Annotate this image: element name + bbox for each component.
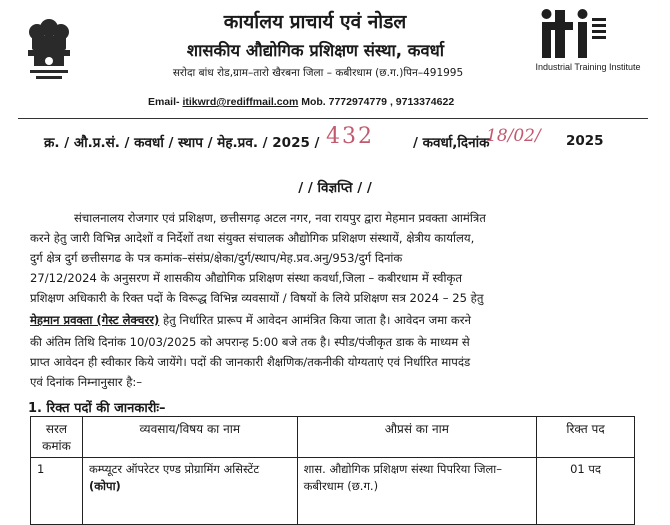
- body-line-1: संचालनालय रोजगार एवं प्रशिक्षण, छत्तीसगढ़ अटल नगर, नवा रायपुर द्वारा मेहमान प्रवक्ता आमंत्रित: [74, 211, 486, 225]
- body-line-5: प्रशिक्षण अधिकारी के रिक्त पदों के विरूद्ध विभिन्न व्यवसायों / विषयों के लिये प्रशिक्षण सत्र 2024 – 25 हेतु: [30, 291, 484, 305]
- table-row: [31, 458, 635, 525]
- cell-sno: 1: [31, 458, 83, 525]
- office-title: कार्यालय प्राचार्य एवं नोडल: [223, 11, 407, 33]
- body-line-2: करने हेतु जारी विभिन्न आदेशों व निर्देशों तथा संयुक्त संचालक औद्योगिक प्रशिक्षण संस्थायें, क्षेत्रीय कार्यालय,: [30, 231, 475, 245]
- col-header-trade: व्यवसाय/विषय का नाम: [82, 417, 297, 458]
- cell-trade: [82, 458, 297, 525]
- mobile-label: Mob.: [301, 96, 326, 108]
- institute-name: शासकीय औद्योगिक प्रशिक्षण संस्था, कवर्धा: [186, 41, 445, 60]
- trade-short: (कोपा): [88, 479, 121, 493]
- iti-logo-icon: [540, 8, 610, 60]
- cell-vacancy: 01 पद: [537, 458, 635, 525]
- iti-logo-caption: Industrial Training Institute: [535, 62, 641, 72]
- trade-name: कम्प्यूटर ऑपरेटर एण्ड प्रोग्रामिंग असिस्टेंट: [88, 462, 260, 476]
- body-line-7: की अंतिम तिथि दिनांक 10/03/2025 को अपरान्ह 5:00 बजे तक है। स्पीड/पंजीकृत डाक के माध्यम से: [30, 335, 470, 349]
- guest-lecturer-term: मेहमान प्रवक्ता (गेस्ट लेक्चरर): [30, 313, 160, 327]
- email-link[interactable]: itikwrd@rediffmail.com: [182, 96, 299, 108]
- body-line-6: [30, 310, 645, 330]
- table-header-row: [31, 417, 635, 458]
- body-line-8: प्राप्त आवेदन ही स्वीकार किये जायेंगे। पदों की जानकारी शैक्षणिक/तकनीकी योग्यताएं एवं निर्धारित मापदंड: [30, 355, 471, 369]
- reference-date-label: / कवर्धा,दिनांक: [413, 135, 490, 151]
- cell-iti: शास. औद्योगिक प्रशिक्षण संस्था पिपरिया जिला–कबीरधाम (छ.ग.): [297, 458, 537, 525]
- handwritten-date: 18/02/: [486, 126, 541, 146]
- notice-title: / / विज्ञप्ति / /: [298, 180, 372, 196]
- col-header-sno: सरल कमांक: [31, 417, 83, 458]
- national-emblem-icon: [18, 10, 80, 84]
- body-line-4: 27/12/2024 के अनुसरण में शासकीय औद्योगिक प्रशिक्षण संस्था कवर्धा,जिला – कबीरधाम में स्वीकृत: [30, 271, 462, 285]
- contact-line: [148, 96, 568, 108]
- body-line-6-rest: हेतु निर्धारित प्रारूप में आवेदन आमंत्रित किया जाता है। आवेदन जमा करने: [159, 313, 471, 327]
- handwritten-letter-number: 432: [326, 124, 374, 149]
- body-line-9: एवं दिनांक निम्नानुसार है:–: [30, 375, 143, 389]
- section-vacancy-title: 1. रिक्त पदों की जानकारीः–: [28, 401, 166, 416]
- col-header-vacancy: रिक्त पद: [537, 417, 635, 458]
- vacancy-table: [30, 416, 635, 525]
- body-line-3: दुर्ग क्षेत्र दुर्ग छत्तीसगढ के पत्र कमांक–संसंप्र/क्षेका/दुर्ग/स्थाप/मेह.प्रव.अनु/953/दुर्ग दिनांक: [30, 251, 403, 265]
- reference-year: 2025: [566, 133, 604, 149]
- mobile-numbers: 7772974779 , 9713374622: [328, 96, 455, 108]
- email-label: Email-: [148, 96, 180, 108]
- col-header-iti: औप्रसं का नाम: [297, 417, 537, 458]
- reference-prefix: क्र. / औ.प्र.सं. / कवर्धा / स्थाप / मेह.प्रव. / 2025 /: [44, 135, 320, 151]
- institute-address: सरोदा बांध रोड,ग्राम–तारो खैरबना जिला – कबीरधाम (छ.ग.)पिन–491995: [172, 67, 464, 79]
- header-divider: [18, 118, 648, 119]
